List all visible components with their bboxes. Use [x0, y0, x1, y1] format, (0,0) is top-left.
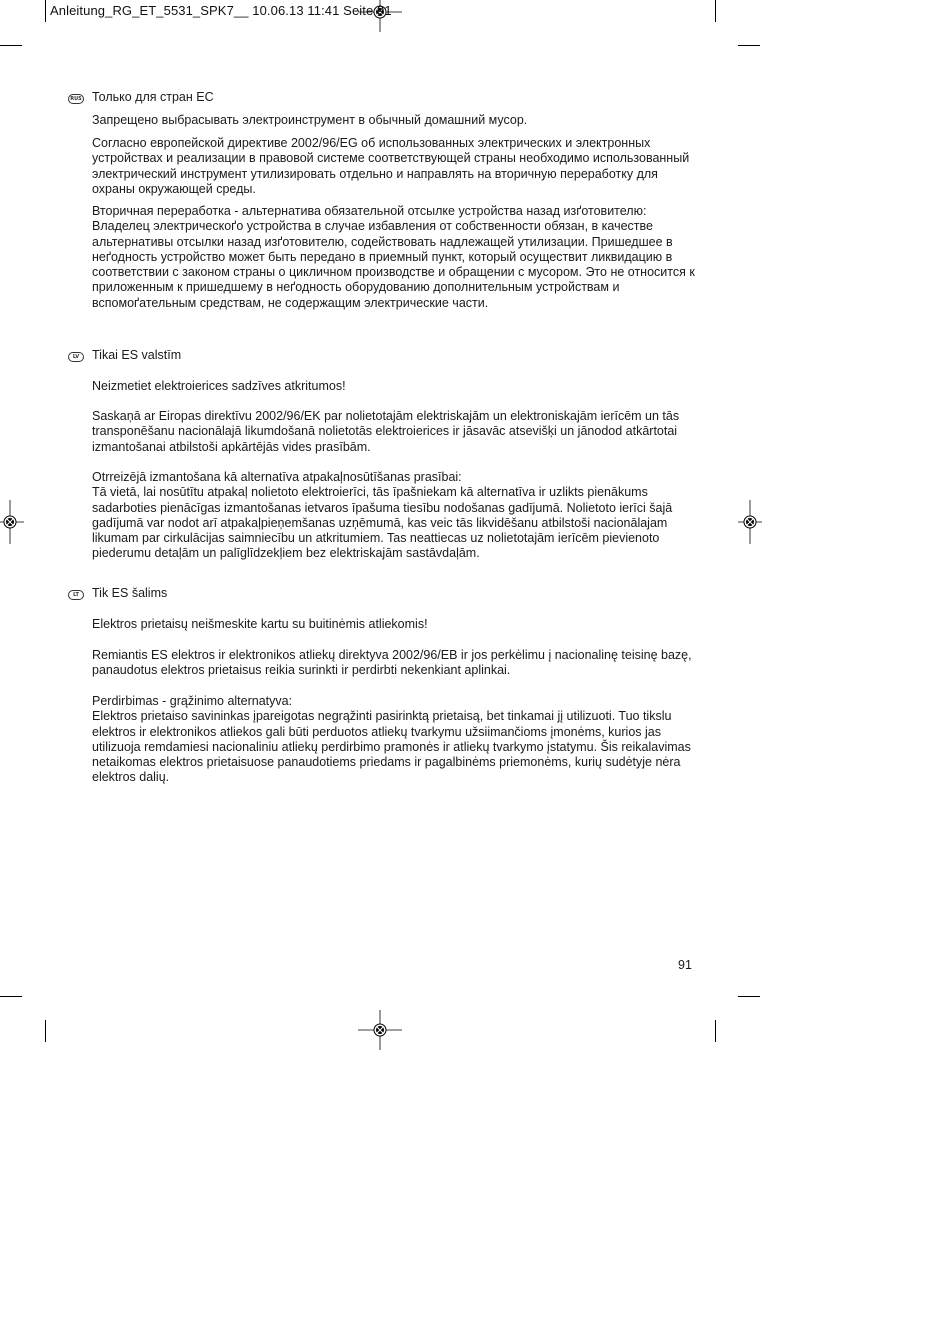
paragraph: Вторичная переработка - альтернатива обязательной отсылке устройства назад изґотовителю: Владелец электрическоґо устройства в случае избавления от собственности обязан, в качестве альтернативы отсылки назад изґотовителю, содействовать надлежащей утилизации. Пришедшее в неґодность устройство может быть передано в приемный пункт, который осуществит ликвидацию в соответствии с законом страны о цикличном производстве и обращении с мусором. Это не относится к приложенным к пришедшему в неґодность оборудованию дополнительным устройствам и вспомоґательным средствам, не содержащим электрические части. [92, 204, 695, 310]
crop-mark [715, 1020, 716, 1042]
section-title: Tikai ES valstīm [92, 348, 182, 362]
registration-mark-icon [0, 500, 24, 544]
crop-mark [45, 0, 46, 22]
crop-mark [738, 45, 760, 46]
crop-mark [45, 1020, 46, 1042]
registration-mark-icon [738, 500, 762, 544]
registration-mark-icon [358, 1010, 402, 1050]
language-badge: RUS [68, 94, 84, 104]
paragraph: Согласно европейской директиве 2002/96/EG об использованных электрических и электронных устройствах и реализации в правовой системе соответствующей страны необходимо использованный электрический инструмент утилизировать отдельно и направлять на вторичную переработку для охраны окружающей среды. [92, 136, 690, 196]
page-number: 91 [678, 958, 692, 972]
language-badge: LT [68, 590, 84, 600]
paragraph: Perdirbimas - grąžinimo alternatyva: Elektros prietaiso savininkas įpareigotas negrąžinti pasirinktą prietaisą, bet tinkamai jį utilizuoti. Tuo tikslu elektros ir elektronikos atliekos gali būti perduotos atliekų tvarkymu užsiimančioms įmonėms, kurios jas utilizuoja remdamiesi nacionaliniu atliekų perdirbimo pramonės ir atliekų tvarkymo įstatymu. Šis reikalavimas netaikomas elektros prietaisuose panaudotiems priedams ir pagalbinėms priemonėms, kurių sudėtyje nėra elektros dalių. [92, 694, 691, 785]
paragraph: Otrreizējā izmantošana kā alternatīva atpakaļnosūtīšanas prasībai: Tā vietā, lai nosūtītu atpakaļ nolietoto elektroierīci, tās īpašniekam kā alternatīva ir uzlikts pienākums sadarboties pienācīgas izmantošanas ietvaros īpašuma tiesību nodošanas gadījumā. Nolietoto ierīci šajā gadījumā var nodot arī atpakaļpieņemšanas uzņēmumā, kas veic tās likvidēšanu atbilstoši nacionālajam likumam par cirkulācijas saimniecību un atkritumiem. Tas neattiecas uz nolietotajām ierīcēm pievienoto piederumu detaļām un palīglīdzekļiem bez elektriskajām sastāvdaļām. [92, 470, 673, 561]
section-title: Только для стран ЕС [92, 90, 214, 104]
crop-mark [0, 45, 22, 46]
paragraph: Saskaņā ar Eiropas direktīvu 2002/96/EK par nolietotajām elektriskajām un elektroniskajām ierīcēm un tās transponēšanu nacionālajā likumdošanā nolietotās elektroierices ir jāsavāc atsevišķi un jānodod atkārtotai izmantošanai atbilstoši apkārtējās vides prasībām. [92, 409, 680, 454]
paragraph: Elektros prietaisų neišmeskite kartu su buitinėmis atliekomis! [92, 617, 428, 631]
crop-mark [0, 996, 22, 997]
crop-mark [738, 996, 760, 997]
section-title: Tik ES šalims [92, 586, 168, 600]
language-badge: LV [68, 352, 84, 362]
print-slug: Anleitung_RG_ET_5531_SPK7__ 10.06.13 11:41 Seite 91 [50, 3, 392, 18]
paragraph: Запрещено выбрасывать электроинструмент в обычный домашний мусор. [92, 113, 528, 127]
crop-mark [715, 0, 716, 22]
paragraph: Neizmetiet elektroierices sadzīves atkritumos! [92, 379, 346, 393]
paragraph: Remiantis ES elektros ir elektronikos atliekų direktyva 2002/96/EB ir jos perkėlimu į nacionalinę teisinę bazę, panaudotus elektros prietaisus reikia surinkti ir perdirbti nekenkiant aplinkai. [92, 648, 692, 678]
